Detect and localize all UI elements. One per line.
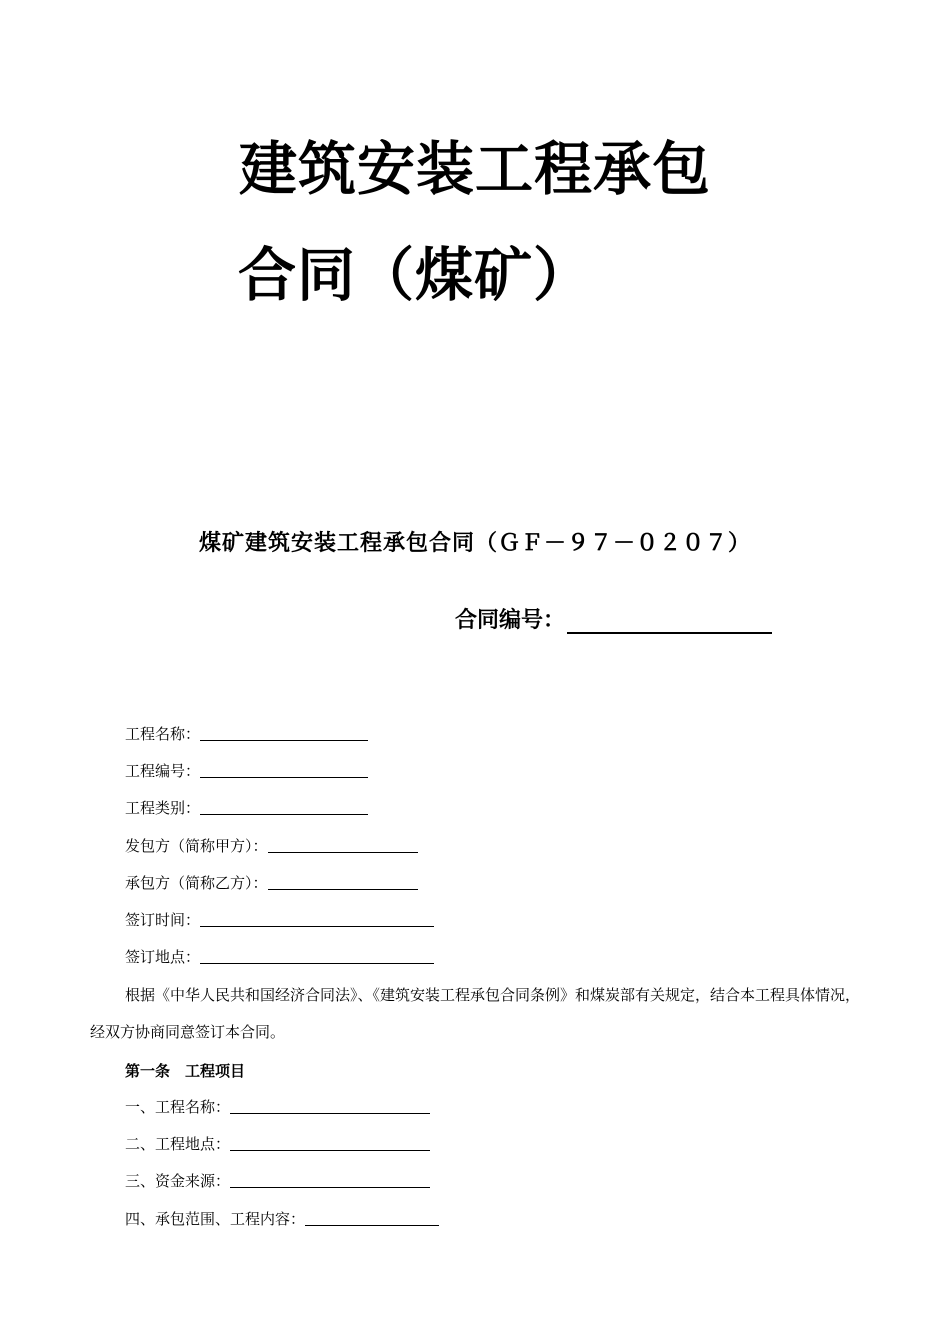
project-category-label: 工程类别： [125,799,201,817]
sign-place-blank[interactable] [200,949,434,964]
sign-time-label: 签订时间： [125,911,201,929]
party-a-row [125,836,418,856]
item-funding-row [125,1171,430,1191]
contract-number-row [455,603,772,634]
contract-number-label: 合同编号： [455,607,566,633]
item-location-blank[interactable] [230,1136,430,1151]
project-category-row [125,798,368,818]
project-name-blank[interactable] [200,726,368,741]
item-scope-label: 四、承包范围、工程内容： [125,1210,306,1228]
preamble-paragraph: 根据《中华人民共和国经济合同法》、《建筑安装工程承包合同条例》和煤炭部有关规定，结合本工程具体情况，经双方协商同意签订本合同。 [90,986,861,1041]
document-title-line-1: 建筑安装工程承包 [238,135,711,203]
item-funding-label: 三、资金来源： [125,1172,231,1190]
item-name-row [125,1097,430,1117]
party-b-row [125,873,418,893]
sign-time-row [125,910,434,930]
item-name-blank[interactable] [230,1099,430,1114]
contract-subtitle: 煤矿建筑安装工程承包合同（ＧＦ－９７－０２０７） [198,530,751,556]
party-a-label: 发包方（简称甲方）： [125,837,268,855]
sign-place-row [125,947,434,967]
project-number-row [125,761,368,781]
sign-place-label: 签订地点： [125,948,201,966]
item-scope-row [125,1209,439,1229]
article-1-heading: 第一条 工程项目 [125,1062,246,1080]
document-title-line-2: 合同（煤矿） [237,241,592,309]
project-name-label: 工程名称： [125,725,201,743]
item-location-label: 二、工程地点： [125,1135,231,1153]
item-name-label: 一、工程名称： [125,1098,231,1116]
item-scope-blank[interactable] [305,1211,439,1226]
party-b-blank[interactable] [268,875,418,890]
project-name-row [125,724,368,744]
party-b-label: 承包方（简称乙方）： [125,874,268,892]
sign-time-blank[interactable] [200,912,434,927]
item-funding-blank[interactable] [230,1173,430,1188]
item-location-row [125,1134,430,1154]
project-category-blank[interactable] [200,800,368,815]
project-number-label: 工程编号： [125,762,201,780]
party-a-blank[interactable] [268,838,418,853]
contract-number-blank[interactable] [567,608,772,634]
project-number-blank[interactable] [200,763,368,778]
